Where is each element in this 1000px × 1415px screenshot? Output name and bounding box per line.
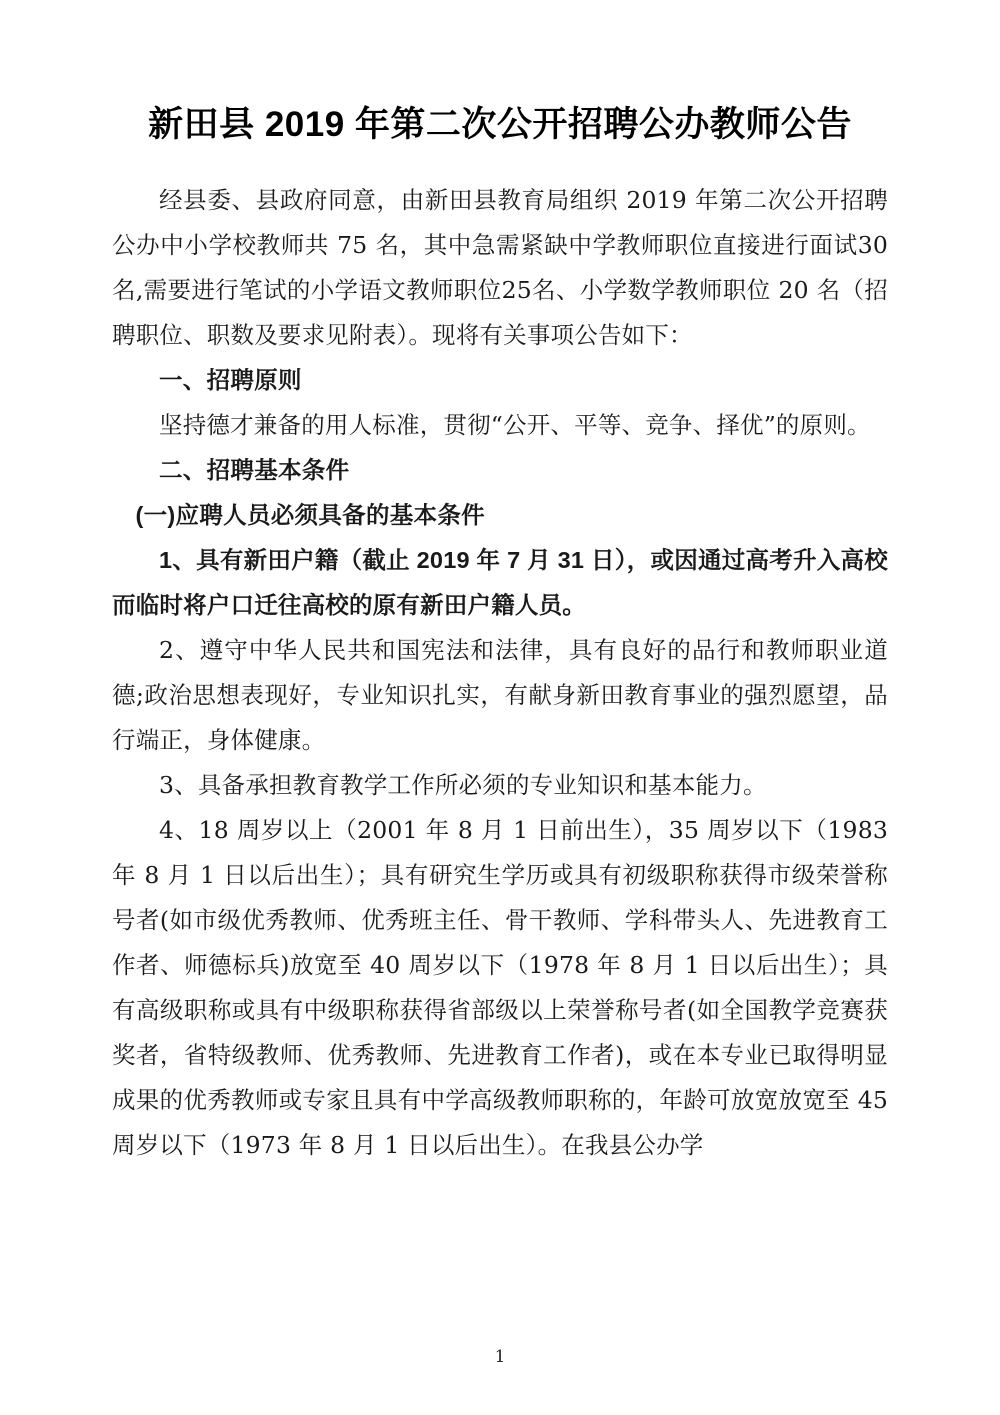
section-heading-2: 二、招聘基本条件	[159, 456, 350, 483]
paragraph-intro: 经县委、县政府同意，由新田县教育局组织 2019 年第二次公开招聘公办中小学校教师共 75 名，其中急需紧缺中学教师职位直接进行面试30名,需要进行笔试的小学语文教师职位25名、小学数学教师职位 20 名（招聘职位、职数及要求见附表）。现将有关事项公告如下：	[112, 185, 888, 349]
page-title: 新田县 2019 年第二次公开招聘公办教师公告	[148, 105, 852, 144]
page-number: 1	[494, 1347, 506, 1367]
list-item-3: 3、具备承担教育教学工作所必须的专业知识和基本能力。	[159, 770, 767, 799]
document-body	[112, 178, 888, 1168]
section-heading-1: 一、招聘原则	[159, 366, 302, 393]
list-item-1: 1、具有新田户籍（截止 2019 年 7 月 31 日），或因通过高考升入高校而临时将户口迁往高校的原有新田户籍人员。	[112, 546, 888, 618]
list-item-4: 4、18 周岁以上（2001 年 8 月 1 日前出生），35 周岁以下（1983 年 8 月 1 日以后出生）；具有研究生学历或具有初级职称获得市级荣誉称号者(如市级优秀教师、优秀班主任、骨干教师、学科带头人、先进教育工作者、师德标兵)放宽至 40 周岁以下（1978 年 8 月 1 日以后出生）；具有高级职称或具有中级职称获得省部级以上荣誉称号者(如全国教学竞赛获奖者，省特级教师、优秀教师、先进教育工作者)，或在本专业已取得明显成果的优秀教师或专家且具有中学高级教师职称的，年龄可放宽放宽至 45 周岁以下（1973 年 8 月 1 日以后出生）。在我县公办学	[112, 815, 888, 1159]
paragraph-section-1-body: 坚持德才兼备的用人标准，贯彻“公开、平等、竞争、择优”的原则。	[159, 410, 871, 439]
subsection-heading-2-1: (一)应聘人员必须具备的基本条件	[135, 501, 485, 528]
list-item-2: 2、遵守中华人民共和国宪法和法律，具有良好的品行和教师职业道德;政治思想表现好，专业知识扎实，有献身新田教育事业的强烈愿望，品行端正，身体健康。	[112, 635, 888, 754]
